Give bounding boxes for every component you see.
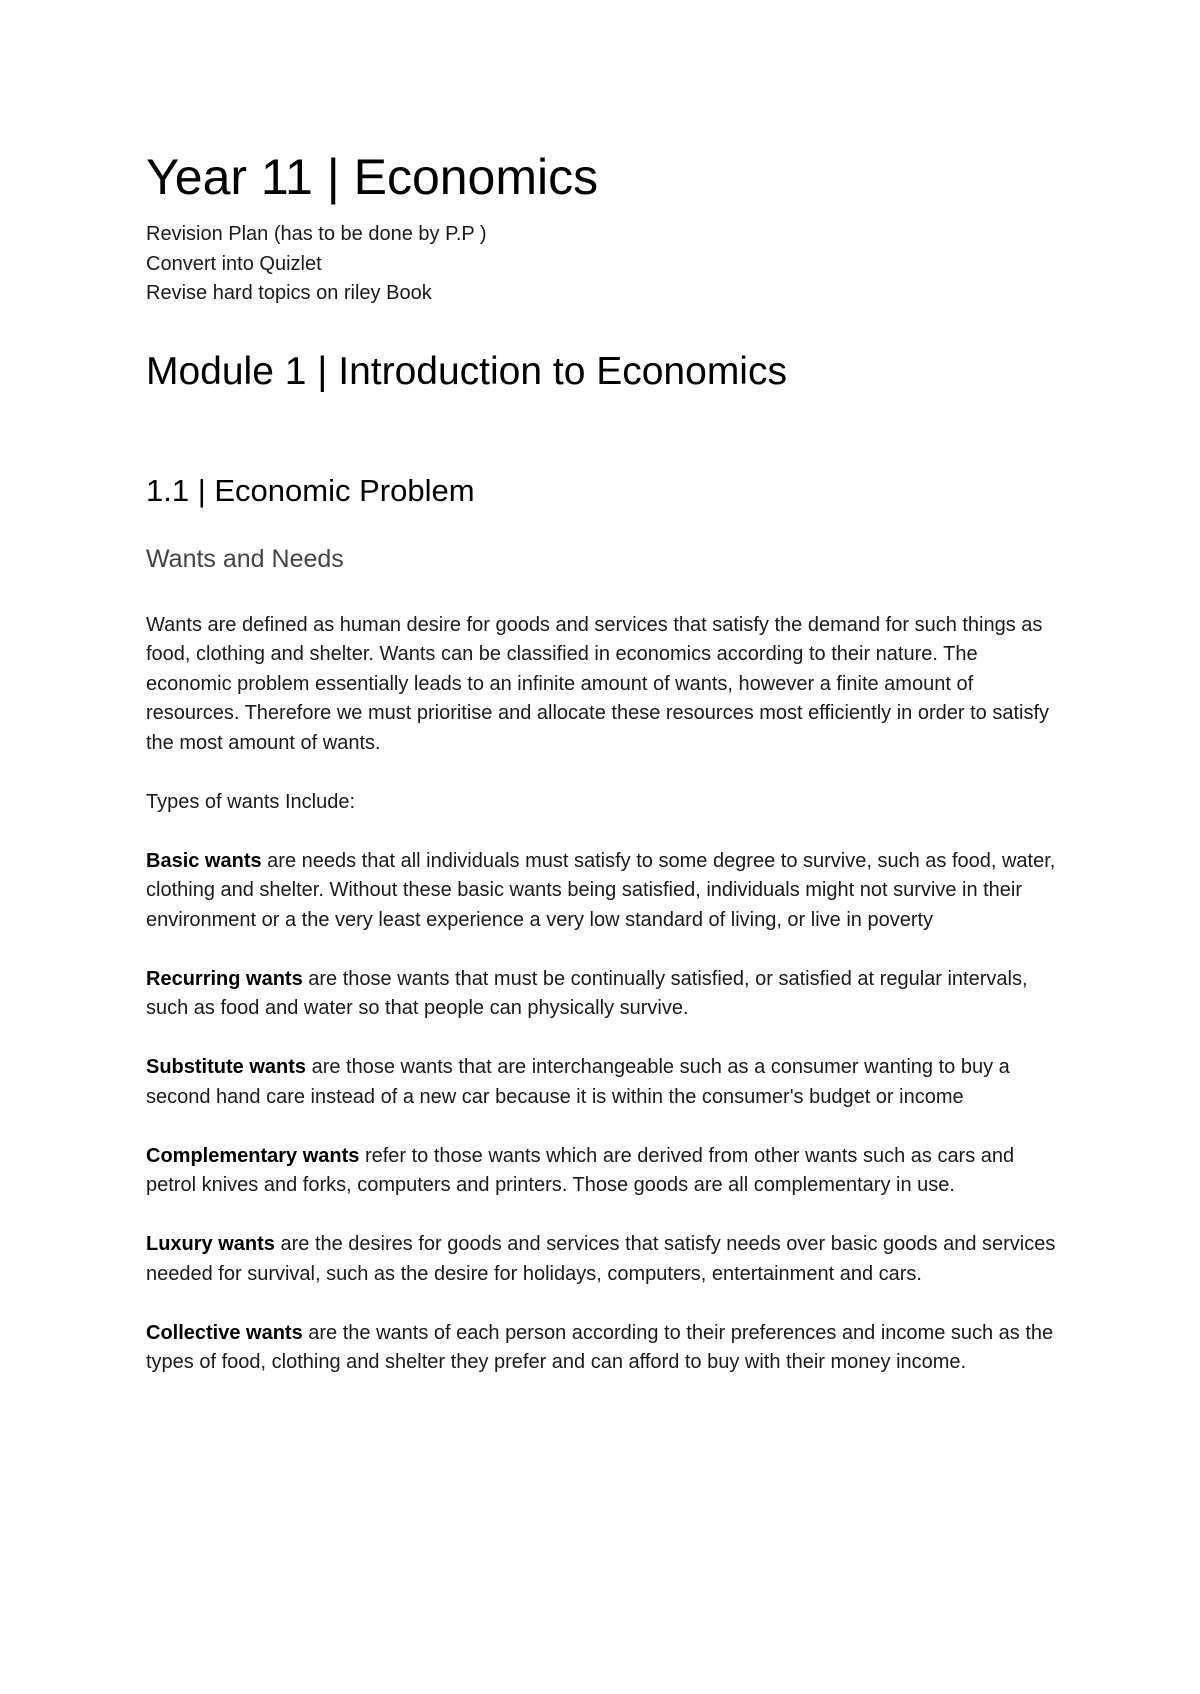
plan-line: Revise hard topics on riley Book [146,282,432,304]
want-paragraph-basic [146,847,1066,936]
want-term: Recurring wants [146,967,303,990]
want-paragraph-luxury [146,1230,1066,1289]
want-paragraph-collective [146,1319,1066,1378]
want-paragraph-substitute [146,1053,1066,1112]
subsection-title: Wants and Needs [146,544,344,573]
want-term: Luxury wants [146,1233,275,1255]
document-page [146,146,1066,1378]
want-term: Complementary wants [146,1144,360,1167]
want-description: are needs that all individuals must satisfy to some degree to survive, such as food, water, clothing and shelter. Without these basic wants being satisfied, individuals might not survive in their environment or a the very least experience a very low standard of living, or live in poverty [146,849,1056,931]
plan-line: Revision Plan (has to be done by P.P ) [146,223,487,245]
section-title: 1.1 | Economic Problem [146,472,475,508]
types-label: Types of wants Include: [146,790,356,813]
document-title: Year 11 | Economics [146,149,599,205]
want-description: are those wants that are interchangeable such as a consumer wanting to buy a second hand care instead of a new car because it is within the consumer's budget or income [146,1056,1010,1108]
want-term: Substitute wants [146,1056,307,1078]
want-description: refer to those wants which are derived from other wants such as cars and petrol knives and forks, computers and printers. Those goods are all complementary in use. [146,1144,1015,1196]
want-paragraph-complementary [146,1142,1066,1201]
want-paragraph-recurring [146,965,1066,1024]
plan-line: Convert into Quizlet [146,252,322,275]
want-term: Collective wants [146,1321,303,1344]
want-description: are the desires for goods and services that satisfy needs over basic goods and services needed for survival, such as the desire for holidays, computers, entertainment and cars. [146,1233,1056,1285]
want-description: are those wants that must be continually satisfied, or satisfied at regular intervals, such as food and water so that people can physically survive. [146,967,1028,1019]
want-term: Basic wants [146,849,262,872]
module-title: Module 1 | Introduction to Economics [146,349,787,393]
intro-paragraph: Wants are defined as human desire for goods and services that satisfy the demand for such things as food, clothing and shelter. Wants can be classified in economics according to their nature. The economic problem essentially leads to an infinite amount of wants, however a finite amount of resources. Therefore we must prioritise and allocate these resources most efficiently in order to satisfy the most amount of wants. [146,613,1049,754]
want-description: are the wants of each person according to their preferences and income such as the types of food, clothing and shelter they prefer and can afford to buy with their money income. [146,1321,1054,1373]
revision-plan [146,220,1066,309]
